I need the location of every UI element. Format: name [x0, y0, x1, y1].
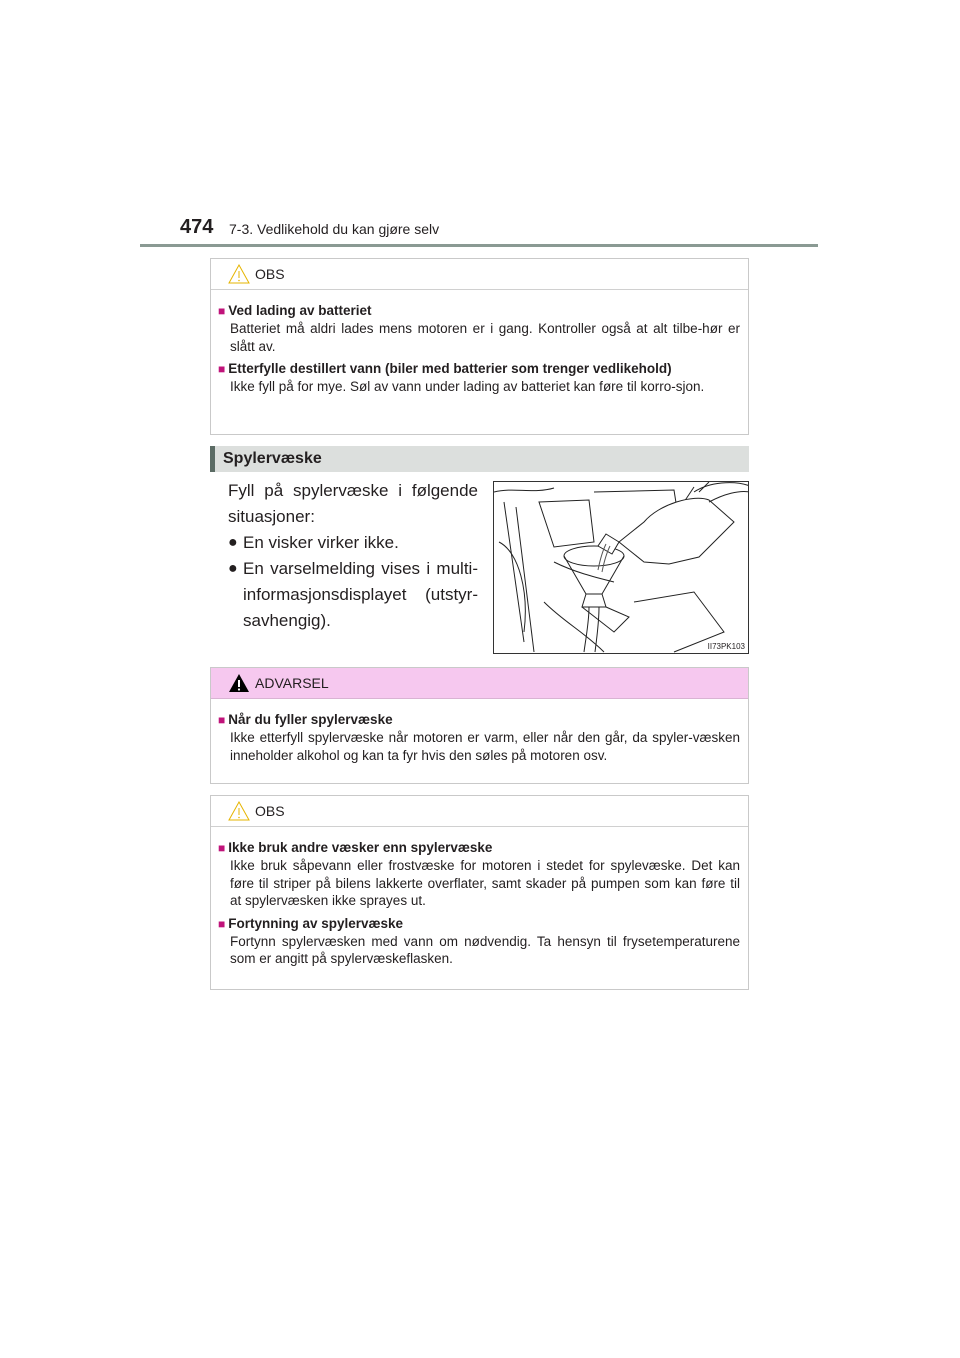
- notice-item-title: ■ Ikke bruk andre væsker enn spylervæske: [218, 840, 493, 855]
- square-bullet-icon: ■: [218, 362, 226, 376]
- notice-header: [211, 259, 748, 290]
- warning-icon: [228, 673, 250, 693]
- warning-item-text: Ikke etterfyll spylervæske når motoren er varm, eller når den går, da spyler-væsken inneholder alkohol og kan ta fyr hvis den søles på motoren osv.: [230, 730, 740, 763]
- notice-item-title: ■ Etterfylle destillert vann (biler med batterier som trenger vedlikehold): [218, 361, 672, 376]
- section-title: Spylervæske: [223, 450, 322, 467]
- warning-label: ADVARSEL: [255, 675, 329, 691]
- section-body: [228, 478, 478, 634]
- section-title-bar: [210, 446, 749, 472]
- figure-code: II73PK103: [707, 642, 745, 651]
- section-accent: [210, 446, 215, 472]
- notice-label: OBS: [255, 803, 285, 819]
- page-number: 474: [180, 216, 214, 238]
- list-item: ● En visker virker ikke.: [228, 530, 478, 556]
- caution-icon: [228, 801, 250, 821]
- bullet-icon: ●: [228, 560, 238, 577]
- square-bullet-icon: ■: [218, 841, 226, 855]
- notice-box-2: [210, 795, 749, 990]
- notice-item-text: Fortynn spylervæsken med vann om nødvendig. Ta hensyn til frysetemperaturene som er angitt på spylervæskeflasken.: [230, 933, 740, 966]
- square-bullet-icon: ■: [218, 713, 226, 727]
- header-divider: [140, 244, 818, 247]
- engine-bay-drawing: [494, 482, 749, 654]
- notice-header: [211, 796, 748, 827]
- notice-label: OBS: [255, 266, 285, 282]
- warning-box: [210, 667, 749, 784]
- bullet-icon: ●: [228, 534, 238, 551]
- square-bullet-icon: ■: [218, 916, 226, 931]
- warning-item-title: ■ Når du fyller spylervæske: [218, 712, 393, 727]
- notice-box-1: [210, 258, 749, 435]
- notice-item-text: Batteriet må aldri lades mens motoren er i gang. Kontroller også at alt tilbe-hør er slått av.: [230, 321, 740, 354]
- square-bullet-icon: ■: [218, 304, 226, 318]
- warning-header: [211, 668, 748, 699]
- section-heading: 7-3. Vedlikehold du kan gjøre selv: [229, 221, 440, 237]
- intro-text: Fyll på spylervæske i følgende situasjoner:: [228, 481, 478, 526]
- washer-fluid-illustration: [493, 481, 749, 654]
- caution-icon: [228, 264, 250, 284]
- list-item: ● En varselmelding vises i multi-informasjonsdisplayet (utstyr-savhengig).: [228, 556, 478, 634]
- notice-item-title: ■ Ved lading av batteriet: [218, 303, 372, 318]
- notice-item-text: Ikke bruk såpevann eller frostvæske for motoren i stedet for spylevæske. Det kan føre til striper på bilens lakkerte overflater, samt skader på pumpen som kan føre til at spylervæsken ikke sprayes ut.: [230, 858, 740, 908]
- notice-item-text: Ikke fyll på for mye. Søl av vann under lading av batteriet kan føre til korro-sjon.: [230, 379, 705, 394]
- notice-item-title: ■ Fortynning av spylervæske: [218, 915, 404, 931]
